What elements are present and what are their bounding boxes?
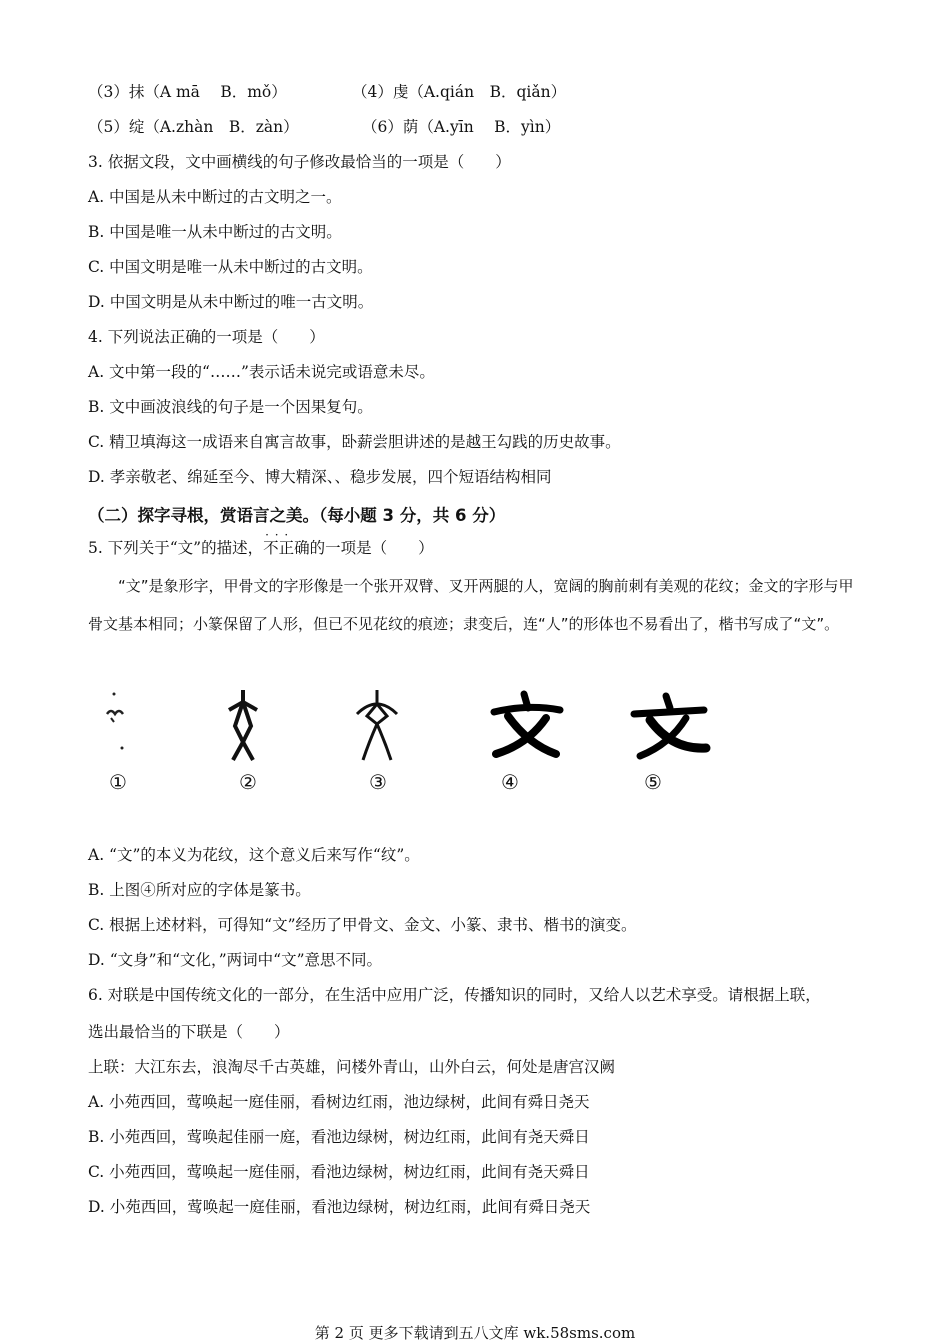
character-evolution-figure xyxy=(96,682,716,810)
question-5-stem-pre: 5. 下列关于“文”的描述， xyxy=(88,539,264,557)
regular-script-glyph-icon xyxy=(626,682,716,772)
question-5-option-c[interactable]: C. 根据上述材料，可得知“文”经历了甲骨文、金文、小篆、隶书、楷书的演变。 xyxy=(88,916,637,934)
figure-label-1: ① xyxy=(109,770,127,794)
question-4-option-b[interactable]: B. 文中画波浪线的句子是一个因果复句。 xyxy=(88,398,373,416)
figure-label-4: ④ xyxy=(501,770,519,794)
question-3-stem: 3. 依据文段，文中画横线的句子修改最恰当的一项是（ ） xyxy=(88,153,511,171)
question-5-stem xyxy=(88,538,434,558)
oracle-bone-glyph-icon xyxy=(96,682,156,762)
passage xyxy=(88,567,863,643)
question-4-option-a[interactable]: A. 文中第一段的“……”表示话未说完或语意未尽。 xyxy=(88,363,435,381)
figure-label-3: ③ xyxy=(369,770,387,794)
question-5-stem-post: 的一项是（ ） xyxy=(309,539,434,557)
page-footer: 第 2 页 更多下载请到五八文库 wk.58sms.com xyxy=(314,1324,636,1342)
question-4-stem: 4. 下列说法正确的一项是（ ） xyxy=(88,328,325,346)
glyph-small-seal xyxy=(351,682,461,810)
question-4-option-c[interactable]: C. 精卫填海这一成语来自寓言故事，卧薪尝胆讲述的是越王勾践的历史故事。 xyxy=(88,433,621,451)
glyph-oracle-bone xyxy=(96,682,206,810)
pinyin-item-6: （6）荫（A.yīn B．yìn） xyxy=(362,118,561,136)
question-3-option-c[interactable]: C. 中国文明是唯一从未中断过的古文明。 xyxy=(88,258,373,276)
emphasis-dots: · · · 不正确 xyxy=(263,538,310,558)
small-seal-glyph-icon xyxy=(351,682,411,772)
question-6-stem-line-1: 6. 对联是中国传统文化的一部分，在生活中应用广泛，传播知识的同时，又给人以艺术享受。请根据上联， xyxy=(88,986,821,1004)
figure-label-2: ② xyxy=(239,770,257,794)
glyph-clerical xyxy=(488,682,598,810)
clerical-glyph-icon xyxy=(488,682,568,772)
question-6-option-a[interactable]: A. 小苑西回，莺唤起一庭佳丽，看树边红雨，池边绿树，此间有舜日尧天 xyxy=(88,1093,590,1111)
question-4-option-d[interactable]: D. 孝亲敬老、绵延至今、博大精深、、稳步发展，四个短语结构相同 xyxy=(88,468,552,486)
question-6-stem-line-2: 选出最恰当的下联是（ ） xyxy=(88,1023,290,1041)
bronze-glyph-icon xyxy=(221,682,281,772)
question-3-option-a[interactable]: A. 中国是从未中断过的古文明之一。 xyxy=(88,188,342,206)
pinyin-item-4: （4）虔（A.qián B．qiǎn） xyxy=(352,83,567,101)
question-5-option-d[interactable]: D. “文身”和“文化，”两词中“文”意思不同。 xyxy=(88,951,383,969)
question-5-option-b[interactable]: B. 上图④所对应的字体是篆书。 xyxy=(88,881,311,899)
question-6-option-b[interactable]: B. 小苑西回，莺唤起佳丽一庭，看池边绿树，树边红雨，此间有尧天舜日 xyxy=(88,1128,590,1146)
glyph-regular-script xyxy=(626,682,736,810)
question-3-option-d[interactable]: D. 中国文明是从未中断过的唯一古文明。 xyxy=(88,293,374,311)
question-6-upper-couplet: 上联：大江东去，浪淘尽千古英雄，问楼外青山，山外白云，何处是唐宫汉阙 xyxy=(88,1058,616,1076)
figure-label-5: ⑤ xyxy=(644,770,662,794)
question-6-option-c[interactable]: C. 小苑西回，莺唤起一庭佳丽，看池边绿树，树边红雨，此间有尧天舜日 xyxy=(88,1163,590,1181)
question-5-option-a[interactable]: A. “文”的本义为花纹，这个意义后来写作“纹”。 xyxy=(88,846,420,864)
glyph-bronze xyxy=(221,682,331,810)
pinyin-item-5: （5）绽（A.zhàn B．zàn） xyxy=(88,118,299,136)
pinyin-item-3: （3）抹（A mā B．mǒ） xyxy=(88,83,287,101)
section-heading: （二）探字寻根，赏语言之美。（每小题 3 分，共 6 分） xyxy=(88,506,506,525)
question-6-option-d[interactable]: D. 小苑西回，莺唤起一庭佳丽，看池边绿树，树边红雨，此间有舜日尧天 xyxy=(88,1198,591,1216)
passage-text: “文”是象形字，甲骨文的字形像是一个张开双臂、叉开两腿的人，宽阔的胸前刺有美观的花纹；金文的字形与甲骨文基本相同；小篆保留了人形，但已不见花纹的痕迹；隶变后，连“人”的形体也不易看出了，楷书写成了“文”。 xyxy=(88,577,854,633)
question-3-option-b[interactable]: B. 中国是唯一从未中断过的古文明。 xyxy=(88,223,342,241)
